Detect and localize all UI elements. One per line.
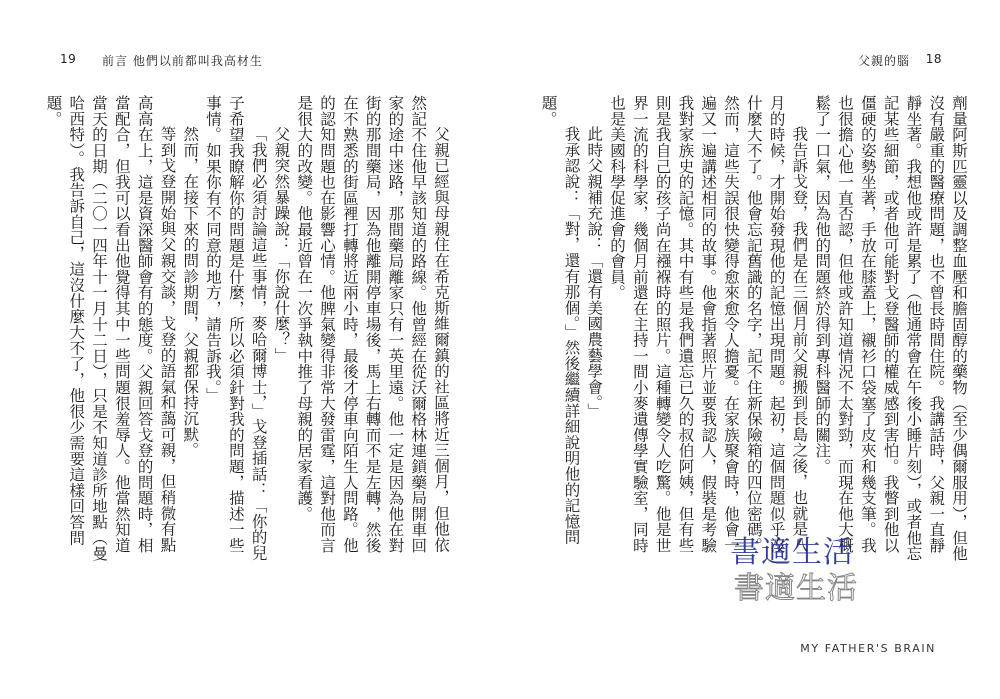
paragraph: 「我們必須討論這些事情，麥哈爾博士，」戈登插話：「你的兒子希望我瞭解你的問題是什麼，所以必須針對我的問題，描述一些事情。如果你有不同意的地方，請告訴我。」 [204,95,268,561]
right-page-body [539,95,970,565]
paragraph: 然而，在接下來的問診期間，父親都保持沉默。 [181,126,200,458]
paragraph: 劑量阿斯匹靈以及調整血壓和膽固醇的藥物（至少偶爾服用），但他沒有嚴重的醫療問題，也不曾長時間住院。我講話時，父親一直靜靜坐著。我想他或許是累了（他通常會在午後小睡片刻），或者他忘記某些細節，或者他可能對戈登醫師的權威感到害怕。我瞥到他以僵硬的姿勢坐著，手放在膝蓋上，襯衫口袋塞了皮夾和幾支筆。我也很擔心他一直否認，但他或許知道情況不太對勁，而現在他大概鬆了一口氣，因為他的問題終於得到專科醫師的關注。 [813,95,968,562]
paragraph: 父親已經與母親住在希克斯維爾鎮的社區將近三個月，但他依然記不住他早該知道的路線。他曾經在從沃爾格林連鎖藥局開車回家的途中迷路，那間藥局離家只有一英里遠。他一定是因為他在對街的那間藥局，因為他離開停車場後，馬上右轉而不是左轉，然後在不熟悉的街區裡打轉將近兩小時，最後才停車向陌生人問路。他的認知問題也在影響心情。他脾氣變得非常大發雷霆，這對他而言是很大的改變。他最近曾在一次爭執中推了母親的居家看護。 [295,95,450,554]
running-title-left: 前言 他們以前都叫我高材生 [102,54,263,68]
paragraph: 父親突然暴躁說：「你說什麼？」 [272,126,291,363]
right-page [500,0,1000,699]
paragraph: 我告訴戈登，我們是在三個月前父親搬到長島之後，也就是八月的時候，才開始發現他的記憶出現問題。起初，這個問題似乎沒什麼大不了。他會忘記舊識的名字，記不住新保險箱的四位密碼。然而，這些失誤很快變得愈來愈令人擔憂。在家族聚會時，他會一遍又一遍講述相同的故事。他會指著照片並要我認人，假裝是考驗我對家族史的記憶。其中有些是我們遺忘已久的叔伯阿姨，但有些則是我自己的孩子尚在襁褓時的照片。這種轉變令人吃驚。他是世界一流的科學家，幾個月前還在主持一間小麥遺傳學實驗室，同時也是美國科學促進會的會員。 [608,95,809,554]
left-page-body [44,95,452,565]
page-number-right: 18 [925,52,942,66]
paragraph: 等到戈登開始與父親交談，戈登的語氣和藹可親，但稍微有點高高在上，這是資深醫師會有的態度。父親回答戈登的問題時，相當配合，但我可以看出他覺得其中一些問題很羞辱人。他當然知道當天的日期（二〇一四年十一月十二日），只是不知道診所地點（曼哈西特）。我告訴自己，這沒什麼大不了，他很少需要這樣回答問題。 [44,95,177,562]
paragraph: 此時父親補充說：「還有美國農藝學會。」 [585,126,604,419]
watermark-outline-text: 書適生活 [734,571,858,606]
running-title-right: 父親的腦 [857,54,910,68]
paragraph: 我承認說：「對，還有那個。」然後繼續詳細說明他的記憶問題。 [539,95,581,545]
footer-book-title: MY FATHER'S BRAIN [800,642,936,655]
page-number-left: 19 [60,52,77,66]
watermark-text: 書適生活 [730,535,854,570]
